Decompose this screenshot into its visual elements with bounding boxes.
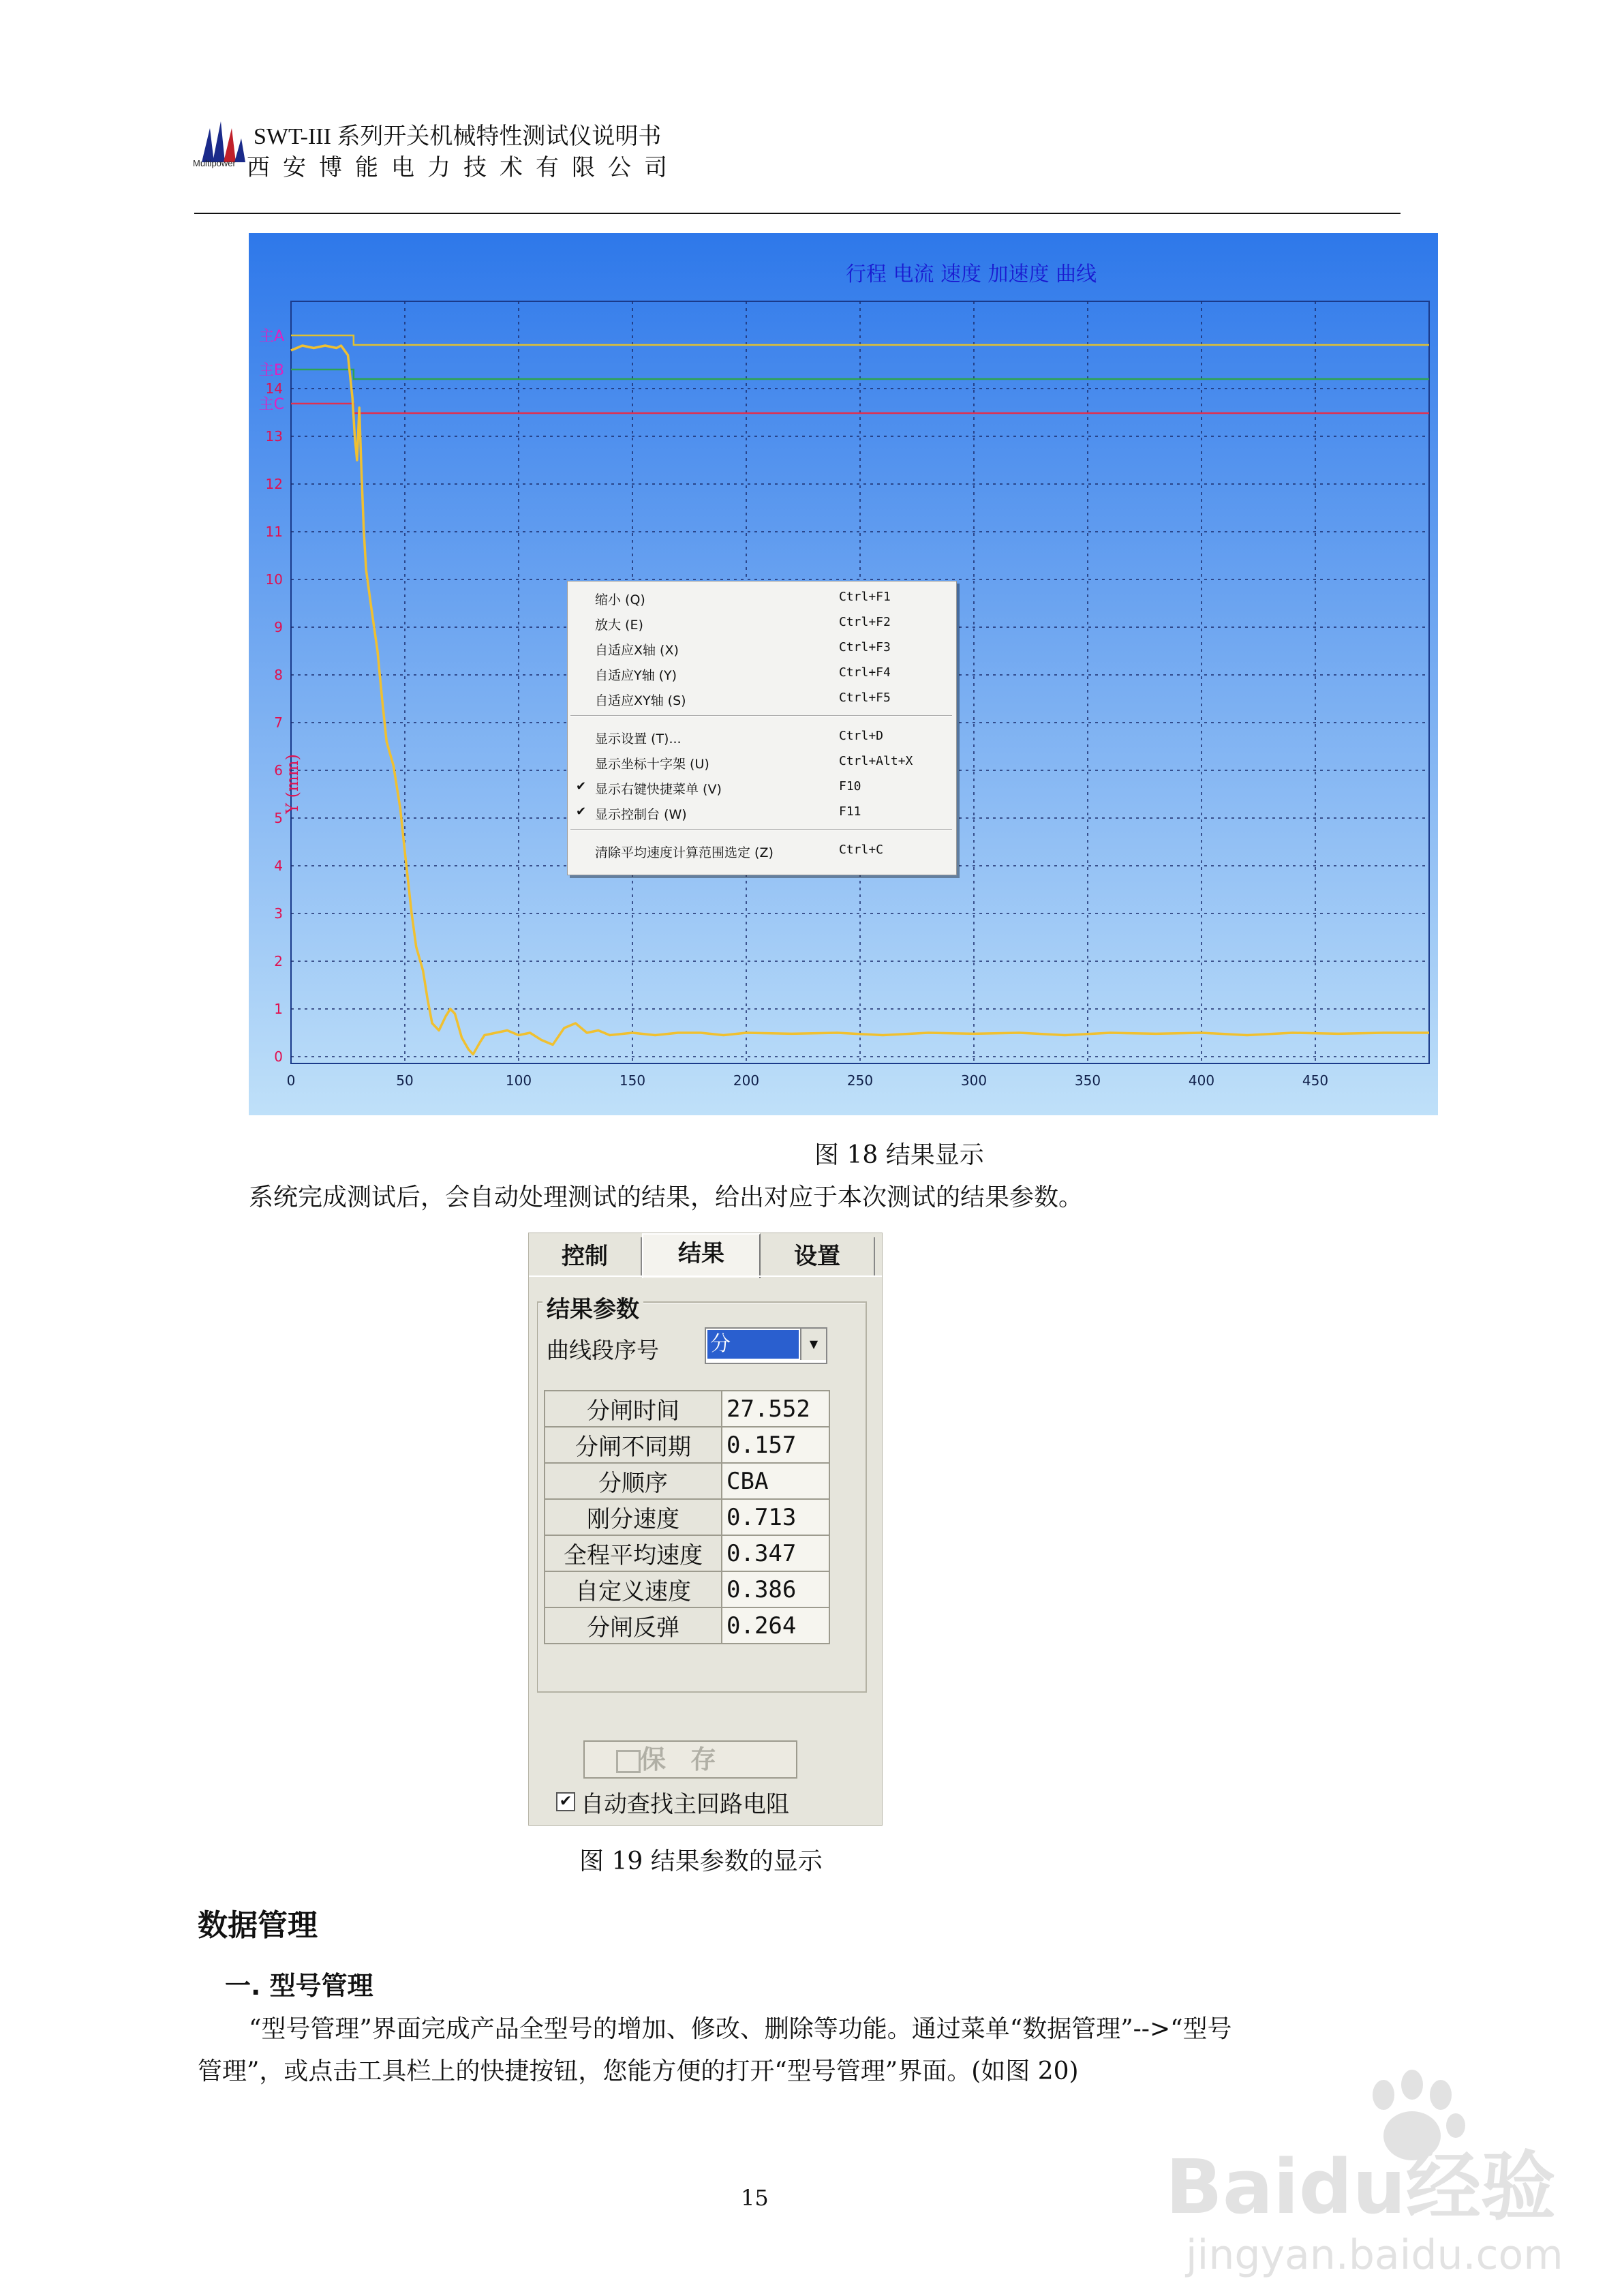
result-parameters-panel [528,1233,883,1826]
menu-item-label: 显示设置 (T)... [595,731,682,746]
menu-item-label: 清除平均速度计算范围选定 (Z) [595,845,774,860]
result-row [545,1463,829,1499]
channel-label: 主C [258,396,284,413]
menu-item-shortcut: Ctrl+D [839,729,884,743]
y-tick-label: 4 [274,858,283,874]
y-tick-label: 1 [274,1001,283,1017]
result-table [544,1390,830,1644]
menu-item[interactable] [568,750,956,773]
paragraph-line-2: 管理”，或点击工具栏上的快捷按钮，您能方便的打开“型号管理”界面。(如图 20) [198,2057,1079,2085]
result-value: 0.347 [722,1535,829,1571]
result-name: 分闸反弹 [545,1607,722,1644]
result-name: 分闸不同期 [545,1427,722,1463]
result-row [545,1427,829,1463]
y-tick-label: 10 [265,571,283,588]
y-tick-label: 13 [265,428,283,444]
y-tick-label: 7 [274,714,283,731]
x-tick-label: 300 [960,1072,988,1089]
baidu-watermark [1159,2064,1595,2282]
menu-item-shortcut: Ctrl+F2 [839,615,891,629]
result-value: 0.386 [722,1571,829,1607]
menu-item[interactable] [568,839,956,862]
y-tick-label: 9 [274,619,283,635]
segment-select[interactable] [705,1327,827,1364]
result-value: 27.552 [722,1391,829,1427]
menu-item[interactable] [568,800,956,824]
logo-text: Multipower [193,158,236,168]
menu-item[interactable] [568,725,956,748]
y-tick-label: 6 [274,762,283,779]
chart-title: 行程 电流 速度 加速度 曲线 [845,262,1097,286]
result-row [545,1571,829,1607]
menu-separator [570,715,952,716]
chart-context-menu[interactable] [567,581,957,875]
menu-item-label: 自适应Y轴 (Y) [595,668,677,683]
y-axis-label: Y (mm) [283,754,302,814]
result-name: 分顺序 [545,1463,722,1499]
figure-19-caption: 图 19 结果参数的显示 [579,1847,823,1875]
subsection-heading: 一. 型号管理 [225,1971,373,2001]
menu-item-shortcut: Ctrl+C [839,843,884,857]
result-row [545,1391,829,1427]
x-tick-label: 100 [505,1072,532,1089]
result-name: 分闸时间 [545,1391,722,1427]
menu-item-shortcut: F11 [839,804,861,819]
x-tick-label: 0 [286,1072,296,1089]
menu-item-label: 缩小 (Q) [595,592,645,607]
menu-item-shortcut: Ctrl+F4 [839,665,891,680]
y-tick-label: 5 [274,810,283,826]
y-tick-label: 8 [274,667,283,683]
watermark-url: jingyan.baidu.com [1186,2231,1563,2279]
result-name: 自定义速度 [545,1571,722,1607]
x-tick-label: 350 [1074,1072,1101,1089]
result-row [545,1499,829,1535]
paragraph-result-intro: 系统完成测试后，会自动处理测试的结果，给出对应于本次测试的结果参数。 [249,1183,1084,1211]
section-heading: 数据管理 [198,1908,318,1943]
save-button-label: 保存 [639,1744,741,1774]
menu-item-shortcut: Ctrl+F5 [839,691,891,705]
result-name: 全程平均速度 [545,1535,722,1571]
tab-settings[interactable]: 设置 [761,1237,875,1275]
result-value: 0.157 [722,1427,829,1463]
segment-selected-value: 分 [707,1330,799,1359]
channel-label: 主A [258,328,284,345]
company-name: 西安博能电力技术有限公司 [247,154,680,181]
x-tick-label: 50 [396,1072,414,1089]
result-value: CBA [722,1463,829,1499]
floppy-disk-icon [616,1750,641,1773]
menu-item-label: 显示坐标十字架 (U) [595,757,709,772]
menu-item-label: 放大 (E) [595,618,643,633]
menu-item[interactable] [568,686,956,710]
menu-separator [570,829,952,830]
menu-item-label: 自适应XY轴 (S) [595,693,686,708]
group-title: 结果参数 [542,1290,643,1324]
figure-18-caption: 图 18 结果显示 [814,1141,984,1169]
check-icon: ✔ [576,779,587,794]
page-number: 15 [741,2185,769,2211]
y-tick-label: 2 [274,953,283,969]
result-value: 0.264 [722,1607,829,1644]
menu-item[interactable] [568,636,956,659]
chevron-down-icon[interactable]: ▼ [800,1329,826,1360]
menu-item-label: 显示控制台 (W) [595,807,687,822]
document-title: SWT-III 系列开关机械特性测试仪说明书 [254,124,662,149]
tab-result[interactable]: 结果 [642,1233,761,1278]
menu-item-shortcut: Ctrl+F3 [839,640,891,654]
tab-divider [529,1275,882,1277]
auto-resistance-label: 自动查找主回路电阻 [581,1791,789,1818]
menu-item[interactable] [568,611,956,634]
result-row [545,1607,829,1644]
y-tick-label: 3 [274,905,283,922]
auto-resistance-checkbox[interactable]: ✔ [556,1792,575,1811]
x-tick-label: 150 [619,1072,646,1089]
save-button[interactable] [583,1740,797,1779]
menu-item-shortcut: Ctrl+Alt+X [839,754,913,768]
x-tick-label: 250 [846,1072,874,1089]
result-value: 0.713 [722,1499,829,1535]
y-tick-label: 12 [265,476,283,492]
x-tick-label: 200 [733,1072,760,1089]
channel-label: 主B [258,362,284,379]
x-tick-label: 450 [1302,1072,1329,1089]
menu-item-label: 显示右键快捷菜单 (V) [595,782,722,797]
menu-item-label: 自适应X轴 (X) [595,643,679,658]
y-tick-label: 14 [265,380,283,397]
header-rule [194,213,1401,214]
menu-item-shortcut: F10 [839,779,861,794]
y-tick-label: 0 [274,1048,283,1065]
menu-item[interactable] [568,775,956,798]
segment-label: 曲线段序号 [547,1337,659,1363]
watermark-brand: Baidu经验 [1165,2143,1556,2231]
menu-item[interactable] [568,586,956,609]
paragraph-line-1: “型号管理”界面完成产品全型号的增加、修改、删除等功能。通过菜单“数据管理”-->“型号 [249,2015,1232,2043]
check-icon: ✔ [576,804,587,819]
menu-item[interactable] [568,661,956,684]
menu-item-shortcut: Ctrl+F1 [839,590,891,604]
result-row [545,1535,829,1571]
y-tick-label: 11 [265,524,283,540]
x-tick-label: 400 [1188,1072,1215,1089]
tab-control[interactable]: 控制 [529,1237,642,1275]
result-name: 刚分速度 [545,1499,722,1535]
